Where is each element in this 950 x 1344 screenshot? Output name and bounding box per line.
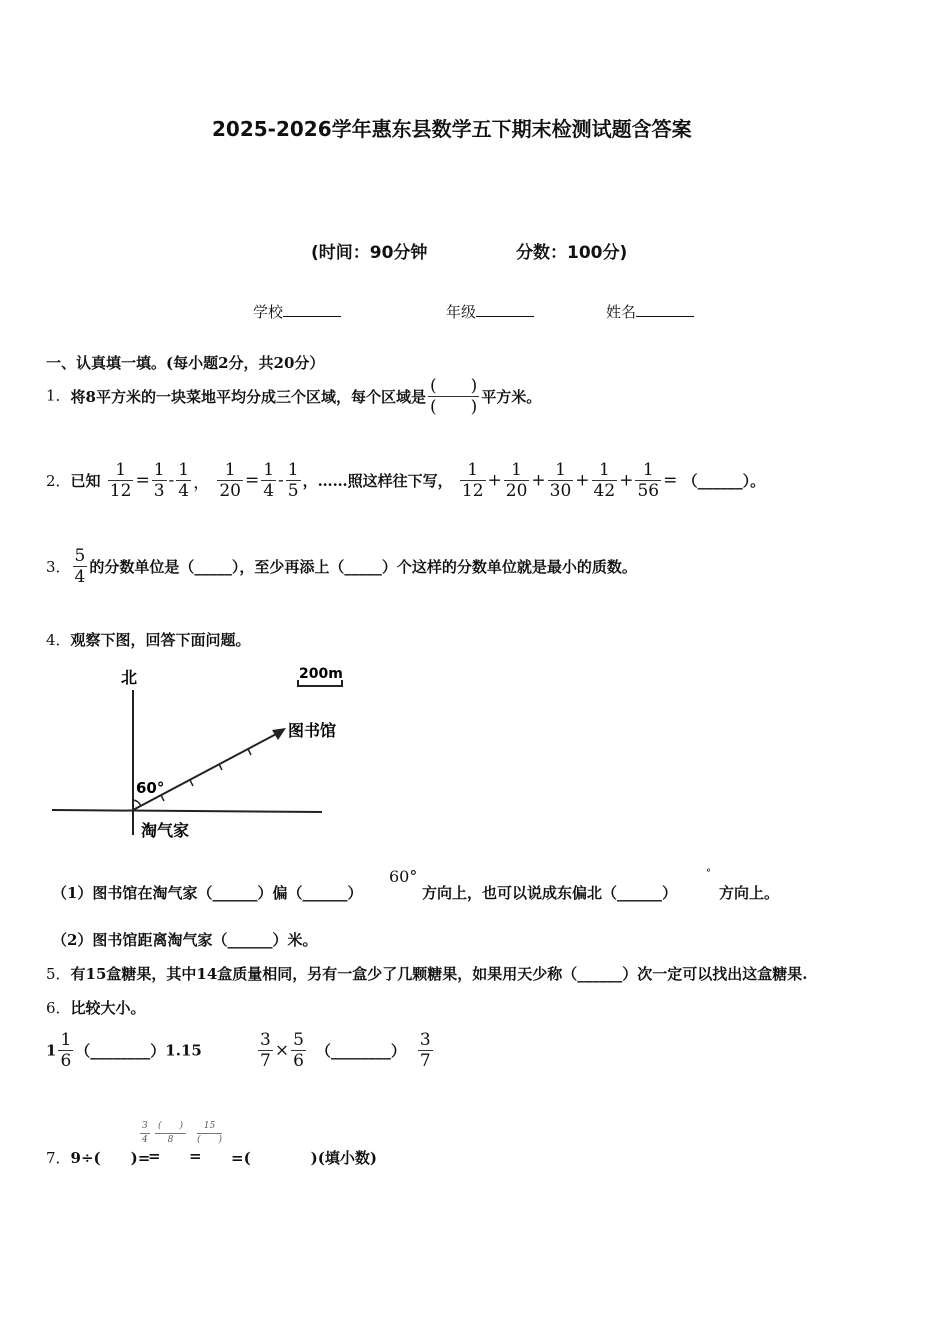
q2-prefix: 已知	[70, 472, 101, 490]
question-1	[46, 376, 541, 417]
section-heading: 一、认真填一填。(每小题2分，共20分）	[46, 354, 325, 372]
question-3	[46, 546, 637, 587]
q7-equals-1: =	[148, 1147, 161, 1165]
q4-text: 观察下图，回答下面问题。	[70, 631, 251, 649]
q3-text: 的分数单位是（_____），至少再添上（_____）个这样的分数单位就是最小的质数。	[89, 558, 637, 576]
times-sign: ×	[274, 1040, 290, 1061]
frac-num: 3	[419, 1030, 431, 1050]
q4-1-degree: °	[706, 868, 711, 879]
q2-frac	[152, 460, 167, 501]
frac-den: 30	[549, 481, 572, 501]
frac-num: 1	[548, 460, 574, 481]
q7-fraction-3	[197, 1120, 222, 1147]
frac-den: 5	[287, 481, 299, 501]
frac-den: 42	[593, 481, 616, 501]
q2-number: 2．	[46, 472, 71, 490]
frac-den: 4	[178, 481, 190, 501]
q6-a-blank: （________）	[75, 1042, 166, 1060]
frac-num: 1	[108, 460, 134, 481]
q6-b-fraction	[258, 1030, 273, 1071]
q2-suffix: （______）。	[682, 472, 766, 490]
frac-den: 4	[142, 1135, 148, 1145]
q6-number: 6．	[46, 999, 71, 1017]
question-5	[46, 963, 808, 984]
frac-den: 20	[505, 481, 528, 501]
q2-frac	[217, 460, 243, 501]
q4-1-text-b: 方向上，也可以说成东偏北（______）	[422, 884, 678, 902]
frac-num: 1	[504, 460, 530, 481]
frac-num: 1	[217, 460, 243, 481]
q7-number: 7．	[46, 1149, 71, 1167]
q2-frac	[176, 460, 191, 501]
q6-compare-b	[256, 1030, 435, 1071]
q4-number: 4．	[46, 631, 71, 649]
q2-sum-frac	[504, 460, 530, 501]
frac-num: 1	[263, 460, 275, 480]
frac-den: ( )	[197, 1135, 223, 1145]
q2-frac	[286, 460, 301, 501]
home-label: 淘气家	[141, 821, 190, 840]
frac-num: 1	[60, 1030, 72, 1050]
question-4-2: （2）图书馆距离淘气家（______）米。	[52, 931, 318, 949]
q2-frac	[108, 460, 134, 501]
q1-text-a: 将8平方米的一块菜地平均分成三个区域，每个区域是	[70, 388, 426, 406]
exam-time: (时间：90分钟	[311, 243, 428, 263]
q2-sum-frac	[635, 460, 661, 501]
angle-arc	[133, 800, 141, 806]
q5-number: 5．	[46, 965, 71, 983]
q1-number: 1．	[46, 386, 71, 405]
frac-den: 12	[461, 481, 484, 501]
frac-num: 1	[153, 460, 165, 480]
q2-sum-frac	[548, 460, 574, 501]
q3-fraction	[73, 546, 88, 587]
q6-text: 比较大小。	[70, 999, 146, 1017]
frac-num: ( )	[155, 1120, 186, 1134]
q2-sum-frac	[460, 460, 486, 501]
angle-label: 60°	[136, 779, 165, 797]
q3-number: 3．	[46, 558, 71, 576]
frac-den: 12	[109, 481, 132, 501]
grade-label: 年级	[446, 303, 477, 321]
school-label: 学校	[253, 303, 284, 321]
frac-num: 1	[287, 460, 299, 480]
school-field	[253, 301, 341, 322]
frac-den: 6	[293, 1051, 304, 1071]
frac-num: 5	[74, 546, 86, 566]
q4-1-angle: 60°	[389, 867, 418, 886]
frac-num: 1	[178, 460, 190, 480]
q7-fraction-2	[155, 1120, 186, 1147]
q1-frac-den: ( )	[430, 397, 478, 417]
scale-label: 200m	[299, 666, 343, 682]
tick-mark	[219, 764, 222, 770]
q1-frac-num: ( )	[430, 376, 478, 396]
frac-num: 15	[197, 1120, 222, 1134]
name-field	[606, 301, 694, 322]
question-7	[46, 1147, 150, 1168]
frac-den: 7	[260, 1051, 271, 1071]
name-label: 姓名	[606, 303, 637, 321]
exam-score: 分数：100分)	[516, 243, 628, 263]
frac-num: 3	[140, 1120, 150, 1134]
q6-b-blank: （________）	[315, 1042, 406, 1060]
q2-middle: ，……照这样往下写，	[302, 472, 453, 490]
frac-den: 4	[74, 567, 86, 587]
q2-sum-frac	[592, 460, 618, 501]
question-2: 2．已知 $\frac{1}{12}$ = $\frac{1}{3}$ - $\frac{1}{4}$ ， $\frac{1}{20}$ = $\frac{1}{4}$ - $\frac{1}{5}$ ，……照这样往下写， $\frac{1}{12}$ + $\frac{1}{20}$ + $\frac{1}{30}$ + $\frac{1}{42}$ + $\frac{1}{56}$ = （______）。	[46, 460, 766, 501]
q4-1-label: （1）图书馆在淘气家（______）偏（______）	[52, 884, 363, 902]
tick-mark	[190, 780, 193, 786]
east-axis	[52, 810, 322, 812]
direction-line	[133, 732, 280, 810]
q6-a-whole: 1	[46, 1041, 57, 1060]
q6-compare-a	[46, 1030, 202, 1071]
grade-field	[446, 301, 534, 322]
q7-text-a: 9÷( )=	[70, 1149, 151, 1167]
q1-fraction	[428, 376, 479, 417]
frac-den: 7	[419, 1051, 431, 1071]
question-6	[46, 997, 146, 1018]
frac-num: 1	[592, 460, 618, 481]
page-title: 2025-2026学年惠东县数学五下期末检测试题含答案	[212, 117, 692, 141]
q4-1-text-c: 方向上。	[719, 884, 780, 902]
q5-text: 有15盒糖果，其中14盒质量相同，另有一盒少了几颗糖果，如果用天少称（______）次一定可以找出这盒糖果.	[70, 965, 808, 983]
frac-num: 1	[635, 460, 661, 481]
q6-b-fraction	[291, 1030, 306, 1071]
frac-den: 20	[219, 481, 241, 501]
q6-a-right: 1.15	[165, 1041, 202, 1060]
question-4-1	[52, 882, 362, 903]
q1-text-b: 平方米。	[481, 388, 542, 406]
frac-num: 1	[460, 460, 486, 481]
q7-text-b: =( )(填小数)	[231, 1149, 377, 1167]
frac-den: 4	[263, 481, 275, 501]
q6-a-fraction	[58, 1030, 73, 1071]
q2-frac	[261, 460, 276, 501]
q7-fraction-1	[140, 1120, 150, 1147]
frac-num: 5	[293, 1030, 304, 1050]
frac-den: 8	[167, 1135, 174, 1145]
tick-mark	[248, 749, 251, 755]
frac-den: 56	[637, 481, 660, 501]
q6-b-fraction	[418, 1030, 433, 1071]
frac-den: 3	[153, 481, 165, 501]
direction-diagram	[40, 660, 370, 850]
frac-den: 6	[60, 1051, 72, 1071]
frac-num: 3	[260, 1030, 271, 1050]
q7-equals-2: =	[189, 1147, 202, 1165]
library-label: 图书馆	[288, 721, 337, 740]
question-4	[46, 629, 251, 650]
north-label: 北	[121, 668, 138, 687]
